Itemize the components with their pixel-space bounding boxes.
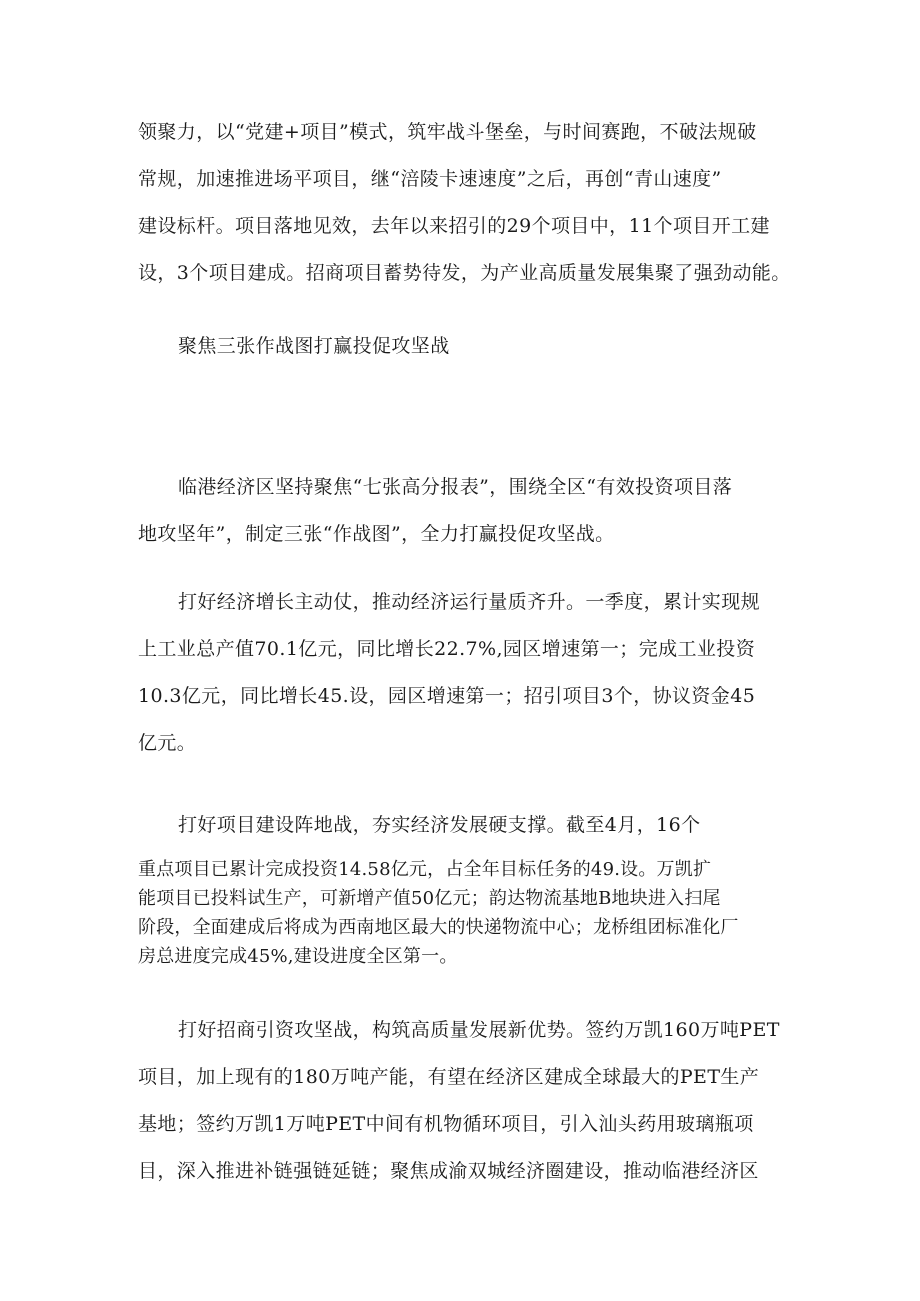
paragraph-1-line-1: 领聚力，以“党建+项目”模式，筑牢战斗堡垒，与时间赛跑，不破法规破 <box>138 121 757 143</box>
paragraph-2-line-2: 地攻坚年”，制定三张“作战图”，全力打赢投促攻坚战。 <box>138 523 615 545</box>
paragraph-3-line-4: 亿元。 <box>138 732 197 754</box>
paragraph-4-line-4: 阶段，全面建成后将成为西南地区最大的快递物流中心；龙桥组团标准化厂 <box>138 917 739 938</box>
paragraph-3-line-3: 10.3亿元，同比增长45.设，园区增速第一；招引项目3个，协议资金45 <box>138 685 756 707</box>
paragraph-1-line-4: 设，3个项目建成。招商项目蓄势待发，为产业高质量发展集聚了强劲动能。 <box>138 262 791 284</box>
paragraph-4-line-2: 重点项目已累计完成投资14.58亿元，占全年目标任务的49.设。万凯扩 <box>138 859 712 880</box>
paragraph-3-line-2: 上工业总产值70.1亿元，同比增长22.7%,园区增速第一；完成工业投资 <box>138 638 756 660</box>
paragraph-5-line-4: 目，深入推进补链强链延链；聚焦成渝双城经济圈建设，推动临港经济区 <box>138 1160 759 1182</box>
paragraph-3-line-1: 打好经济增长主动仗，推动经济运行量质齐升。一季度，累计实现规 <box>178 591 761 613</box>
paragraph-5-line-1: 打好招商引资攻坚战，构筑高质量发展新优势。签约万凯160万吨PET <box>178 1019 780 1041</box>
section-heading: 聚焦三张作战图打赢投促攻坚战 <box>178 335 450 357</box>
paragraph-1-line-3: 建设标杆。项目落地见效，去年以来招引的29个项目中，11个项目开工建 <box>138 215 770 237</box>
paragraph-4-line-3: 能项目已投料试生产，可新增产值50亿元；韵达物流基地B地块进入扫尾 <box>138 888 721 909</box>
paragraph-5-line-2: 项目，加上现有的180万吨产能，有望在经济区建成全球最大的PET生产 <box>138 1066 760 1088</box>
paragraph-5-line-3: 基地；签约万凯1万吨PET中间有机物循环项目，引入汕头药用玻璃瓶项 <box>138 1113 754 1135</box>
paragraph-4-line-1: 打好项目建设阵地战，夯实经济发展硬支撑。截至4月，16个 <box>178 814 701 836</box>
paragraph-1-line-2: 常规，加速推进场平项目，继“涪陵卡速速度”之后，再创“青山速度” <box>138 168 722 190</box>
paragraph-4-line-5: 房总进度完成45%,建设进度全区第一。 <box>138 946 458 967</box>
paragraph-2-line-1: 临港经济区坚持聚焦“七张高分报表”，围绕全区“有效投资项目落 <box>178 476 733 498</box>
